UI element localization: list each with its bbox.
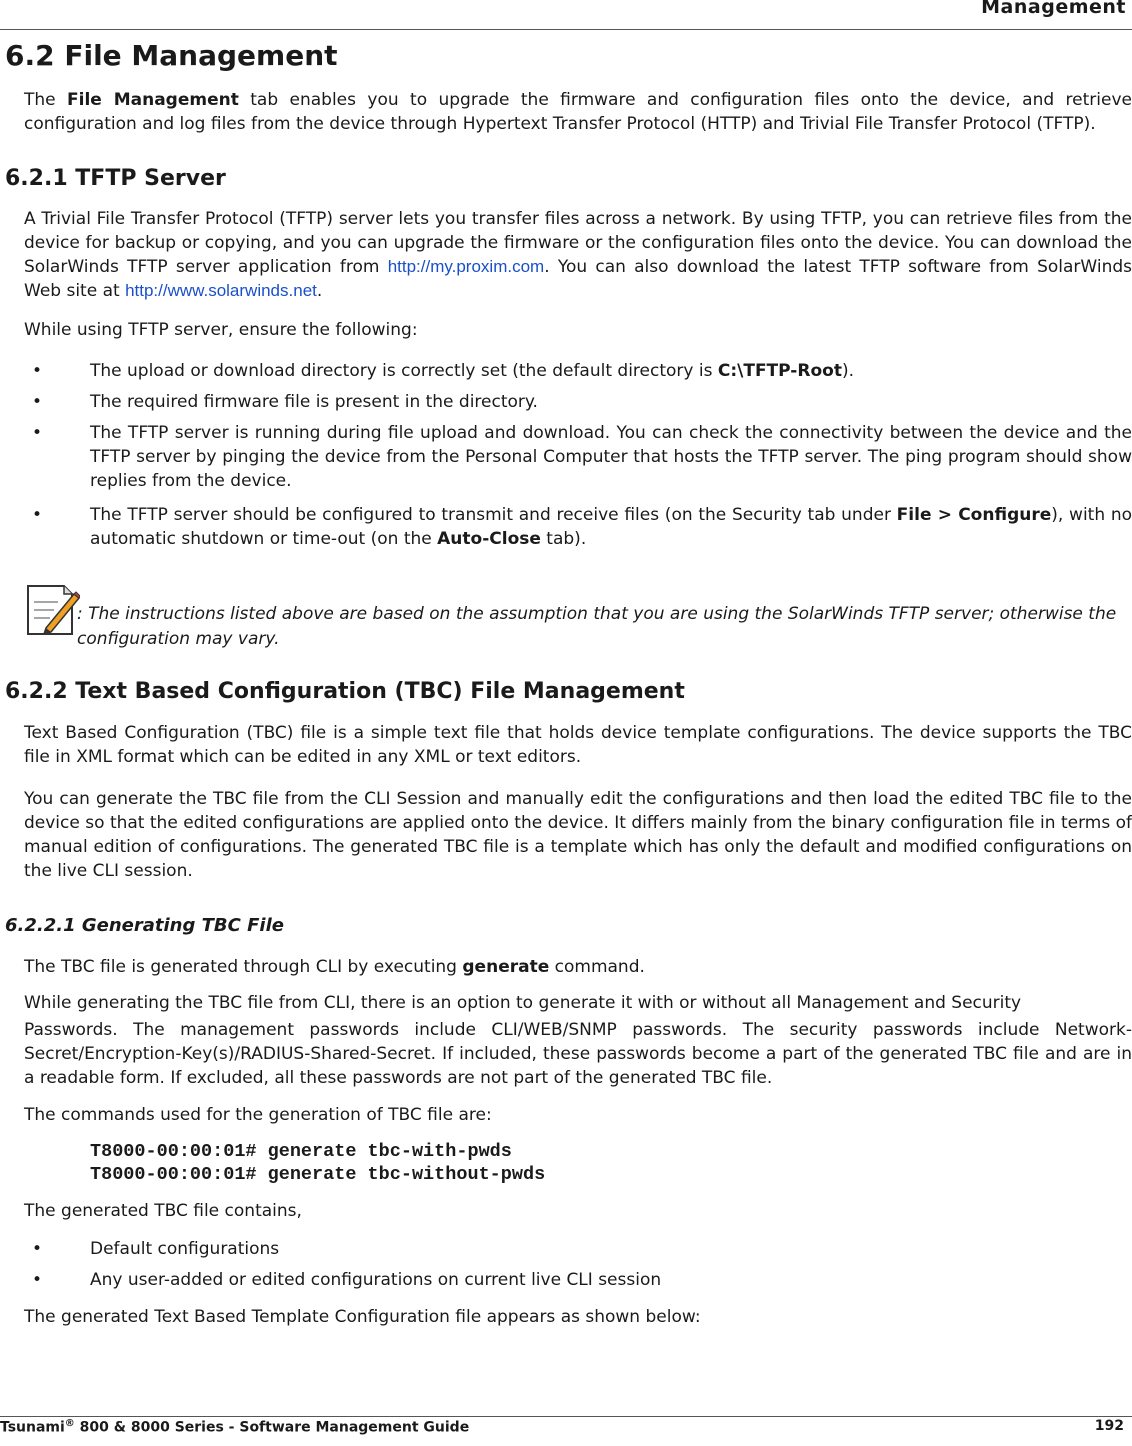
tftp-p1-end: . [316,281,323,301]
footer-rule [0,1416,1132,1417]
intro-bold: File Management [67,90,239,110]
gen-paragraph-1 [24,955,1132,979]
page-header-title: Management [981,0,1126,18]
bullet-mark: • [32,361,43,381]
footer-brand: Tsunami [0,1419,65,1436]
section-6-2-1-heading: 6.2.1 TFTP Server [5,166,226,191]
b1-bold: C:\TFTP-Root [717,361,842,381]
b1-pre: The upload or download directory is correctly set (the default directory is [90,361,718,381]
bullet-mark: • [32,505,43,525]
section-6-2-heading: 6.2 File Management [5,39,338,72]
gen-p1-bold: generate [462,957,550,977]
b4-post: tab). [540,529,587,549]
page-number: 192 [1094,1418,1124,1434]
tftp-p1-pre: A Trivial File Transfer Protocol (TFTP) server lets you transfer files across a network. By using TFTP, you can retrieve files from the device for backup or copying, and you can upgrade the firmware or the configuration files onto the device. You can download the SolarWinds TFTP server application from [24,209,1132,277]
intro-post: tab enables you to upgrade the firmware and configuration files onto the device, and retrieve configuration and log files from the device through Hypertext Transfer Protocol (HTTP) and Trivial File Transfer Protocol (TFTP). [24,90,1132,134]
tbc-paragraph-2: You can generate the TBC file from the CLI Session and manually edit the configurations and then load the edited TBC file to the device so that the edited configurations are applied onto the device. It differs mainly from the binary configuration file in terms of manual edition of configurations. The generated TBC file is a template which has only the default and modified configurations on the live CLI session. [24,789,1132,881]
gen-bullet-1: Default configurations [90,1239,280,1259]
tftp-p1-mid: . You can also download the latest TFTP software from SolarWinds Web site at [24,257,1132,301]
b4-bold-2: Auto-Close [437,529,541,549]
gen-p1-post: command. [549,957,645,977]
tftp-paragraph [24,207,1132,303]
bullet-mark: • [32,423,43,443]
footer-reg: ® [64,1418,75,1429]
section-6-2-intro [24,88,1132,136]
gen-bullet-2: Any user-added or edited configurations on current live CLI session [90,1270,662,1290]
tftp-bullet-3: The TFTP server is running during file upload and download. You can check the connectivity between the device and the TFTP server by pinging the device from the Personal Computer that hosts the TFTP server. The ping program should show replies from the device. [90,423,1132,491]
section-6-2-2-heading: 6.2.2 Text Based Configuration (TBC) File Management [5,679,685,704]
solarwinds-link[interactable]: http://www.solarwinds.net [125,281,317,300]
command-line-2: T8000-00:00:01# generate tbc-without-pwds [90,1164,546,1185]
tftp-bullet-4 [90,503,1132,551]
bullet-mark: • [32,1239,43,1259]
gen-p1-pre: The TBC file is generated through CLI by executing [24,957,463,977]
tftp-bullet-1 [90,359,1132,383]
tbc-paragraph-1: Text Based Configuration (TBC) file is a simple text file that holds device template configurations. The device supports the TBC file in XML format which can be edited in any XML or text editors. [24,723,1132,767]
command-line-1: T8000-00:00:01# generate tbc-with-pwds [90,1141,512,1162]
gen-paragraph-5: The generated Text Based Template Configuration file appears as shown below: [24,1307,701,1327]
gen-paragraph-4: The generated TBC file contains, [24,1201,302,1221]
note-pencil-icon [24,582,80,638]
footer-title [0,1418,469,1436]
note-text: : The instructions listed above are based on the assumption that you are using the SolarWinds TFTP server; otherwise the configuration may vary. [77,604,1117,649]
tftp-ensure-paragraph: While using TFTP server, ensure the following: [24,320,418,340]
intro-pre: The [24,90,68,110]
bullet-mark: • [32,1270,43,1290]
header-rule [0,29,1132,30]
b1-post: ). [841,361,854,381]
b4-bold-1: File > Configure [896,505,1052,525]
section-6-2-2-1-heading: 6.2.2.1 Generating TBC File [5,915,284,936]
bullet-mark: • [32,392,43,412]
gen-paragraph-3: The commands used for the generation of TBC file are: [24,1105,492,1125]
proxim-link[interactable]: http://my.proxim.com [387,257,545,276]
tftp-bullet-2: The required firmware file is present in the directory. [90,392,538,412]
b4-pre: The TFTP server should be configured to transmit and receive files (on the Security tab under [90,505,897,525]
gen-paragraph-2-rest: Passwords. The management passwords include CLI/WEB/SNMP passwords. The security passwords include Network-Secret/Encryption-Key(s)/RADIUS-Shared-Secret. If included, these passwords become a part of the generated TBC file and are in a readable form. If excluded, all these passwords are not part of the generated TBC file. [24,1020,1132,1088]
b4-mid: ), with no automatic shutdown or time-out (on the [90,505,1132,549]
footer-guide-title: 800 & 8000 Series - Software Management Guide [74,1419,470,1436]
gen-paragraph-2-line-1: While generating the TBC file from CLI, there is an option to generate it with or without all Management and Security [24,993,1022,1013]
